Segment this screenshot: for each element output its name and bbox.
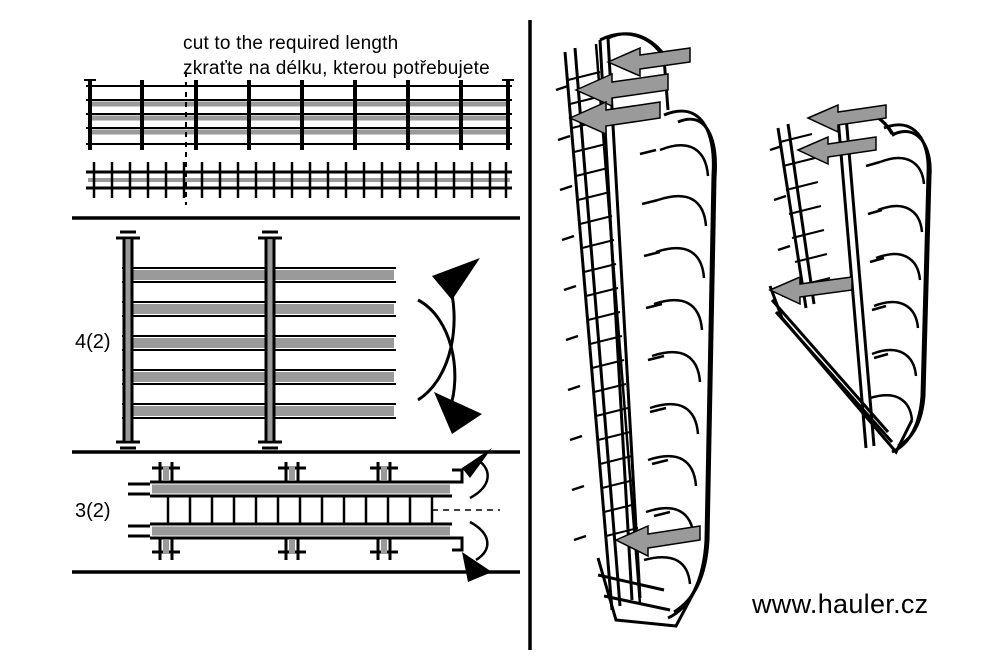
ladder-part-3-art <box>128 462 500 560</box>
railing-fret-top <box>84 80 514 150</box>
assembly-arrows-main <box>570 48 700 556</box>
part-label-4: 4(2) <box>75 331 111 353</box>
assembly-arrow-main-top <box>608 48 690 76</box>
bend-arrow-lower-head <box>434 392 482 434</box>
bend-arrow-upper-head <box>432 258 480 300</box>
part-label-3: 3(2) <box>75 500 111 522</box>
cut-instruction-english: cut to the required length <box>183 33 399 54</box>
website-url: www.hauler.cz <box>752 589 929 619</box>
ladder-fret-top <box>86 162 512 198</box>
bend-arrow-ladder-lower-head <box>462 552 492 582</box>
railing-part-4-art <box>116 232 396 448</box>
bend-arrow-ladder-lower <box>470 522 487 560</box>
assembly-arrow-main-lower <box>570 102 660 134</box>
cut-instruction-czech: zkraťte na délku, kterou potřebujete <box>183 58 490 79</box>
assembly-arrow-main-upper <box>576 74 668 106</box>
assembly-arrows-second <box>770 105 886 304</box>
